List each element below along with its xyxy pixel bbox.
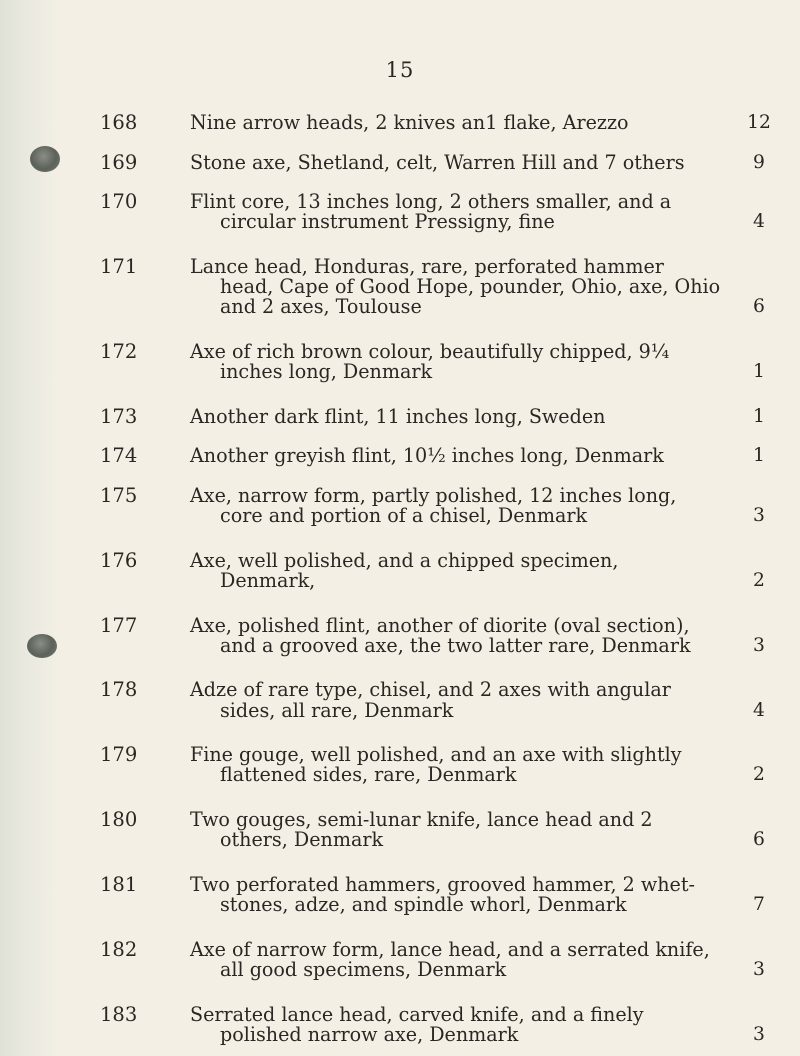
description-line: Stone axe, Shetland, celt, Warren Hill and 7 others bbox=[190, 150, 685, 174]
lot-number: 181 bbox=[100, 872, 138, 896]
lot-quantity: 12 bbox=[747, 112, 771, 133]
lot-number: 175 bbox=[100, 483, 138, 507]
lot-description bbox=[190, 446, 720, 466]
lot-quantity: 3 bbox=[753, 505, 765, 527]
lot-quantity: 4 bbox=[753, 699, 765, 721]
description-line: Lance head, Honduras, rare, perforated hammer bbox=[190, 254, 664, 278]
description-line: inches long, Denmark bbox=[220, 360, 433, 384]
description-line: Another dark flint, 11 inches long, Sweden bbox=[190, 404, 606, 428]
description-line: Another greyish flint, 10½ inches long, Denmark bbox=[190, 444, 664, 468]
lot-quantity: 7 bbox=[753, 894, 765, 916]
description-line: all good specimens, Denmark bbox=[220, 957, 507, 981]
lot-description bbox=[190, 745, 720, 785]
lot-quantity: 1 bbox=[753, 445, 765, 467]
description-line: Adze of rare type, chisel, and 2 axes with angular bbox=[190, 678, 671, 702]
description-line: core and portion of a chisel, Denmark bbox=[220, 504, 588, 528]
lot-number: 183 bbox=[100, 1002, 138, 1026]
lot-number: 178 bbox=[100, 678, 138, 702]
lot-description bbox=[190, 113, 720, 133]
lot-number: 177 bbox=[100, 613, 138, 637]
description-line: Two perforated hammers, grooved hammer, 2 whet- bbox=[190, 872, 695, 896]
description-line: stones, adze, and spindle whorl, Denmark bbox=[220, 893, 627, 917]
lot-description bbox=[190, 150, 720, 174]
description-line: Serrated lance head, carved knife, and a finely bbox=[190, 1002, 644, 1026]
description-line: head, Cape of Good Hope, pounder, Ohio, axe, Ohio bbox=[220, 275, 721, 299]
description-line: Nine arrow heads, 2 knives an1 flake, Arezzo bbox=[190, 111, 629, 134]
lot-quantity: 1 bbox=[753, 405, 765, 427]
lot-quantity: 2 bbox=[753, 569, 765, 591]
description-line: flattened sides, rare, Denmark bbox=[220, 763, 517, 787]
description-line: circular instrument Pressigny, fine bbox=[220, 210, 555, 234]
lot-number: 176 bbox=[100, 548, 138, 572]
description-line: Axe of narrow form, lance head, and a serrated knife, bbox=[190, 937, 710, 961]
lot-number: 169 bbox=[100, 150, 138, 174]
description-line: and a grooved axe, the two latter rare, Denmark bbox=[220, 633, 691, 657]
description-line: Axe, narrow form, partly polished, 12 inches long, bbox=[190, 483, 677, 507]
binding-hole bbox=[30, 146, 60, 172]
lot-description bbox=[190, 192, 720, 232]
lot-number: 172 bbox=[100, 340, 138, 363]
lot-number: 168 bbox=[100, 111, 138, 134]
lot-quantity: 3 bbox=[753, 634, 765, 656]
lot-description bbox=[190, 680, 720, 720]
lot-description bbox=[190, 548, 720, 592]
lot-number: 174 bbox=[100, 444, 138, 468]
description-line: polished narrow axe, Denmark bbox=[220, 1022, 519, 1046]
lot-quantity: 4 bbox=[753, 211, 765, 233]
lot-quantity: 3 bbox=[753, 958, 765, 980]
description-line: Two gouges, semi-lunar knife, lance head and 2 bbox=[190, 808, 653, 832]
lot-quantity: 3 bbox=[753, 1023, 765, 1045]
description-line: others, Denmark bbox=[220, 828, 384, 852]
description-line: Denmark, bbox=[220, 568, 316, 592]
lot-number: 171 bbox=[100, 254, 138, 278]
lot-description bbox=[190, 342, 720, 382]
lot-number: 179 bbox=[100, 743, 138, 767]
lot-description bbox=[190, 1002, 720, 1046]
binding-hole bbox=[27, 634, 57, 658]
lot-number: 170 bbox=[100, 190, 138, 214]
description-line: and 2 axes, Toulouse bbox=[220, 295, 422, 319]
lot-number: 182 bbox=[100, 937, 138, 961]
lot-number: 180 bbox=[100, 808, 138, 832]
lot-quantity: 6 bbox=[753, 296, 765, 318]
description-line: sides, all rare, Denmark bbox=[220, 698, 454, 722]
lot-description bbox=[190, 937, 720, 981]
lot-description bbox=[190, 810, 720, 850]
description-line: Axe, polished flint, another of diorite (oval section), bbox=[190, 613, 690, 637]
description-line: Axe, well polished, and a chipped specimen, bbox=[190, 548, 619, 572]
description-line: Flint core, 13 inches long, 2 others smaller, and a bbox=[190, 190, 672, 214]
description-line: Axe of rich brown colour, beautifully chipped, 9¼ bbox=[190, 340, 670, 363]
description-line: Fine gouge, well polished, and an axe with slightly bbox=[190, 743, 682, 767]
lot-description bbox=[190, 483, 720, 528]
lot-description bbox=[190, 254, 721, 319]
lot-description bbox=[190, 613, 720, 657]
lot-quantity: 1 bbox=[753, 361, 765, 383]
lot-quantity: 9 bbox=[753, 151, 765, 173]
lot-quantity: 6 bbox=[753, 829, 765, 851]
lot-number: 173 bbox=[100, 404, 138, 428]
lot-quantity: 2 bbox=[753, 764, 765, 786]
page-number: 15 bbox=[385, 58, 415, 82]
lot-description bbox=[190, 404, 720, 428]
lot-description bbox=[190, 872, 720, 917]
